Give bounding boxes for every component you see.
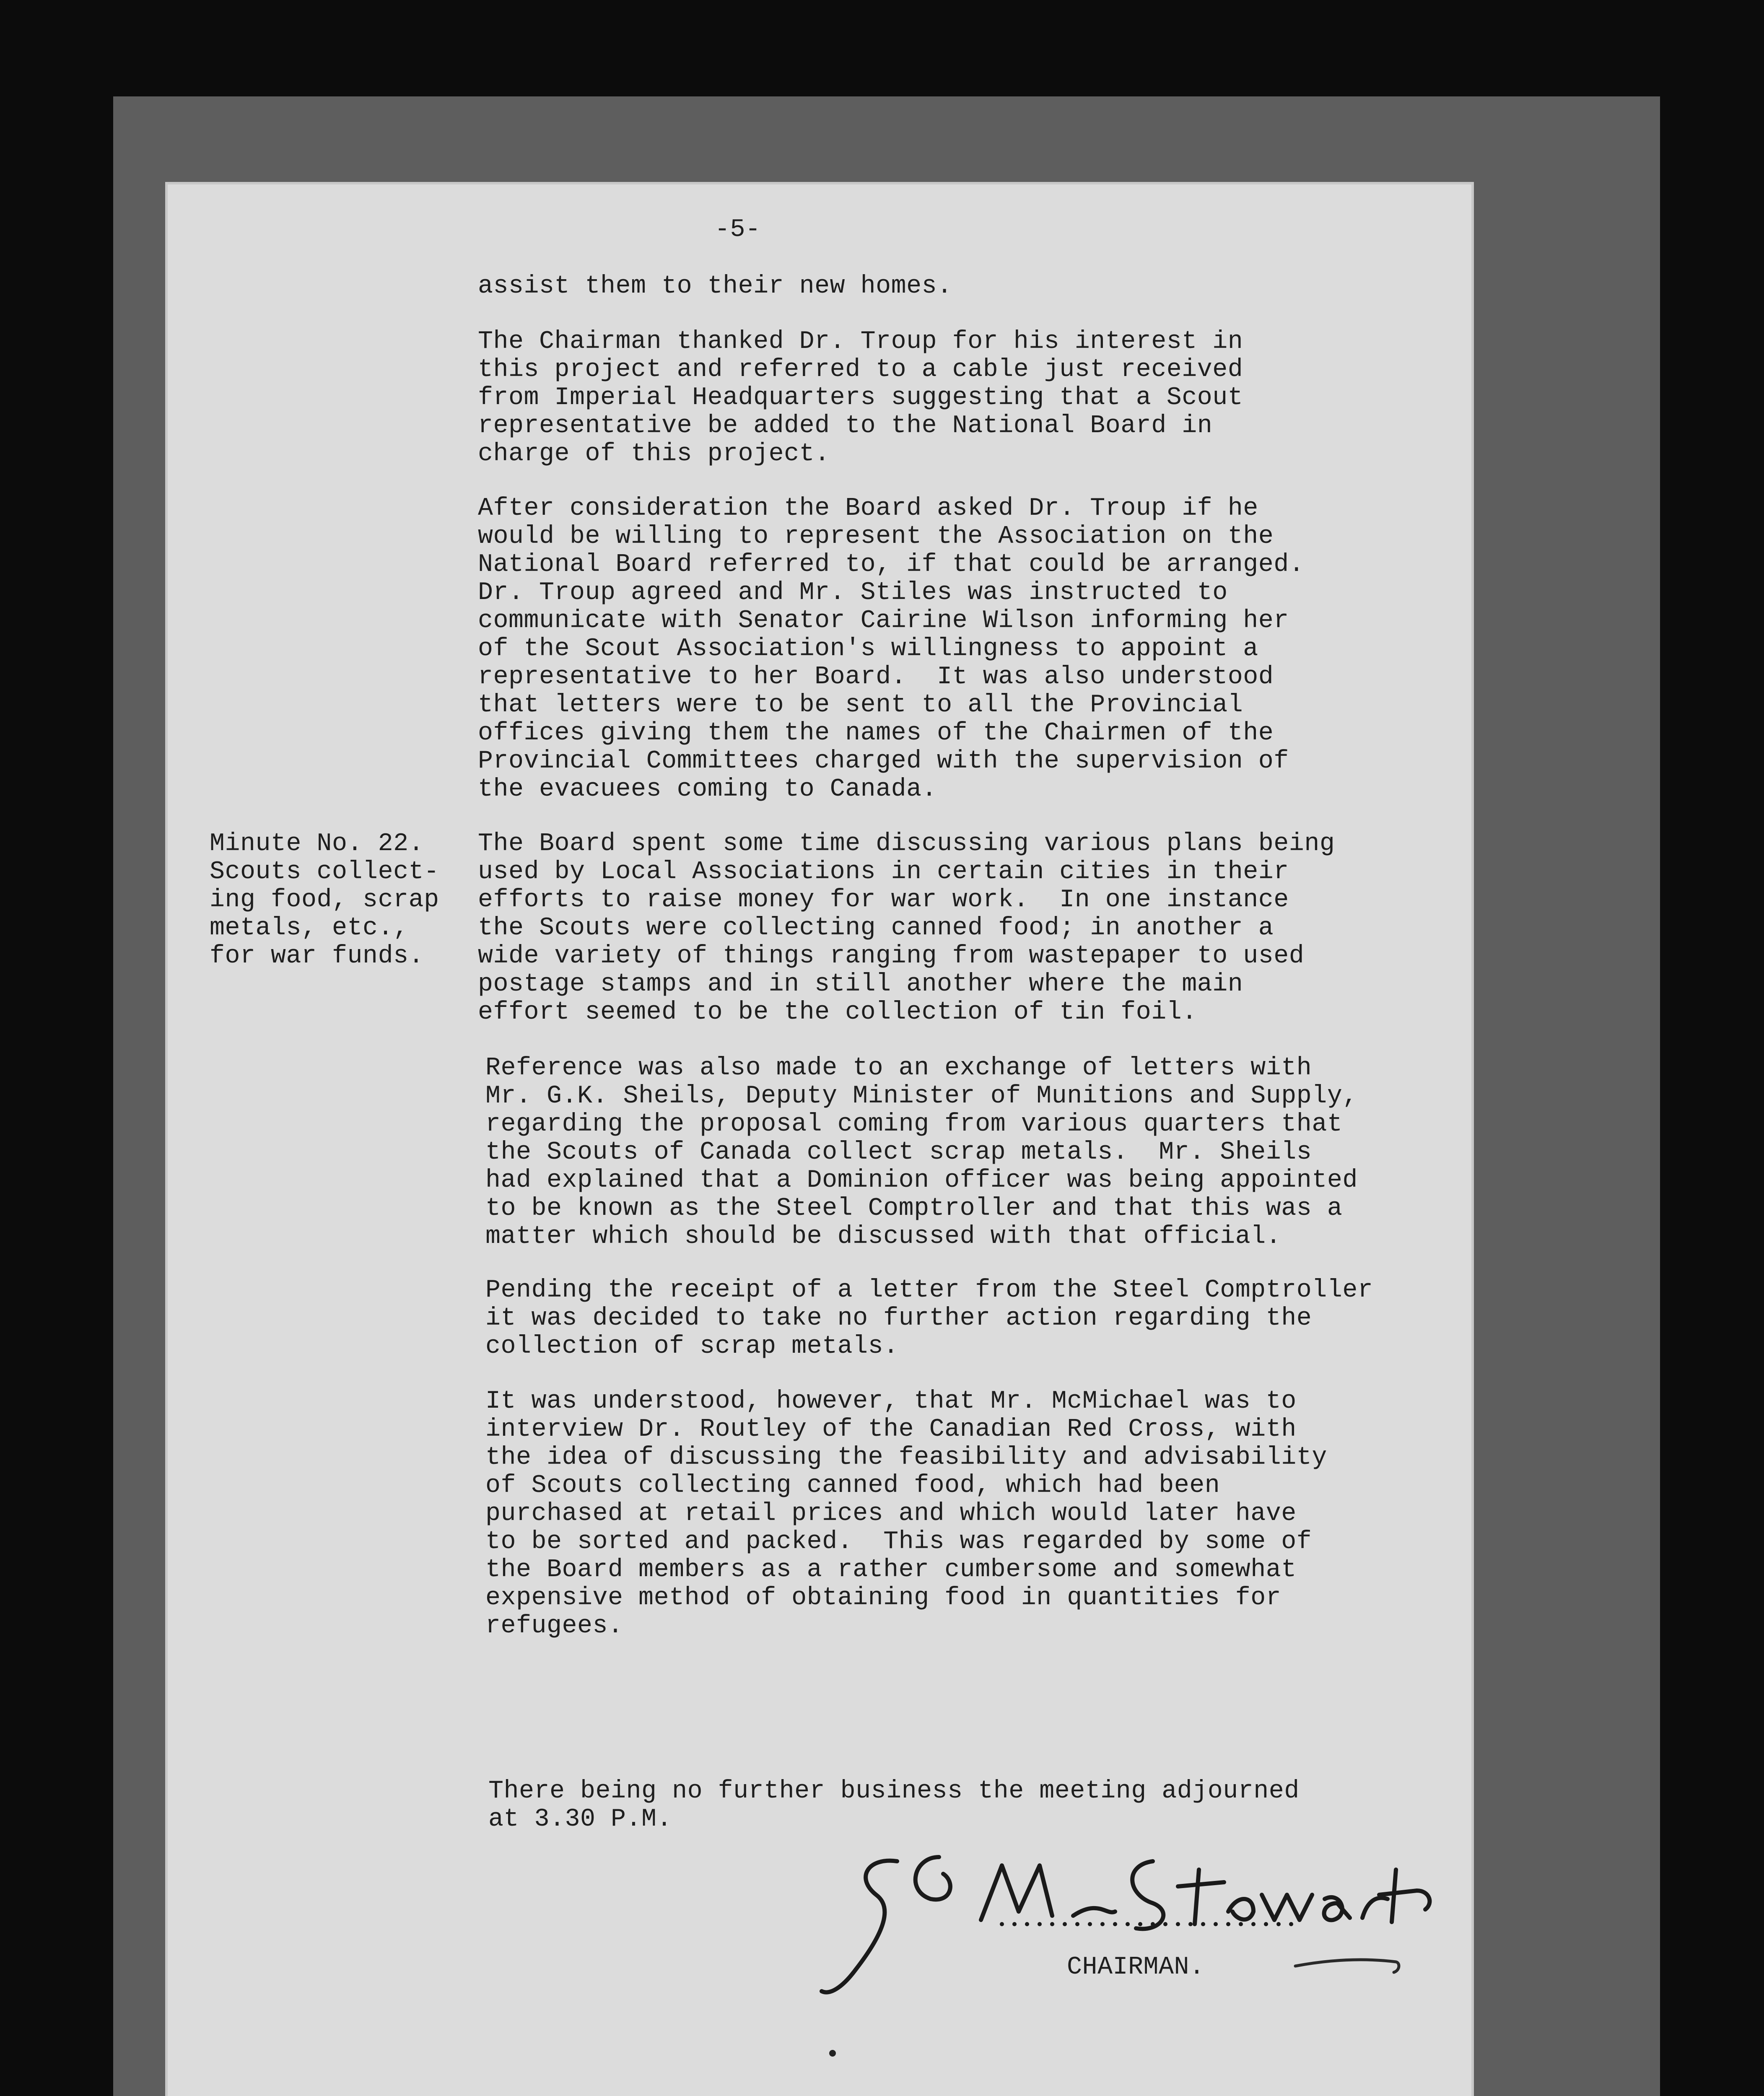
- paragraph-2: The Chairman thanked Dr. Troup for his interest in this project and referred to a cable just received from Imperial Headquarters suggesting that a Scout representative be added to the National Board in charge of this project.: [478, 327, 1243, 468]
- paragraph-1: assist them to their new homes.: [478, 272, 952, 301]
- paragraph-4: The Board spent some time discussing various plans being used by Local Associations in certain cities in their efforts to raise money for war work. In one instance the Scouts were collecting canned food; in another a wide variety of things ranging from wastepaper to used postage stamps and in still another where the main effort seemed to be the collection of tin foil.: [478, 830, 1335, 1027]
- signature-drawing: [805, 1832, 1442, 2008]
- chairman-signature: [805, 1832, 1442, 2008]
- ink-dot: [829, 2050, 836, 2057]
- paragraph-3: After consideration the Board asked Dr. Troup if he would be willing to represent the Association on the National Board referred to, if that could be arranged. Dr. Troup agreed and Mr. Stiles was instructed to communicate with Senator Cairine Wilson informing her of the Scout Association's willingness to appoint a representative to her Board. It was also understood that letters were to be sent to all the Provincial offices giving them the names of the Chairmen of the Provincial Committees charged with the supervision of the evacuees coming to Canada.: [478, 494, 1305, 804]
- paragraph-5: Reference was also made to an exchange of letters with Mr. G.K. Sheils, Deputy Minister of Munitions and Supply, regarding the proposal coming from various quarters that the Scouts of Canada collect scrap metals. Mr. Sheils had explained that a Dominion officer was being appointed to be known as the Steel Comptroller and that this was a matter which should be discussed with that official.: [485, 1054, 1358, 1251]
- chairman-title: CHAIRMAN.: [1067, 1953, 1205, 1982]
- page-number: -5-: [715, 215, 761, 244]
- adjournment-paragraph: There being no further business the meeting adjourned at 3.30 P.M.: [488, 1777, 1300, 1834]
- paragraph-6: Pending the receipt of a letter from the Steel Comptroller it was decided to take no further action regarding the collection of scrap metals.: [485, 1276, 1373, 1361]
- paragraph-7: It was understood, however, that Mr. McMichael was to interview Dr. Routley of the Canadian Red Cross, with the idea of discussing the feasibility and advisability of Scouts collecting canned food, which had been purchased at retail prices and which would later have to be sorted and packed. This was regarded by some of the Board members as a rather cumbersome and somewhat expensive method of obtaining food in quantities for refugees.: [485, 1387, 1327, 1640]
- minute-margin-note: Minute No. 22. Scouts collect- ing food, scrap metals, etc., for war funds.: [210, 830, 439, 970]
